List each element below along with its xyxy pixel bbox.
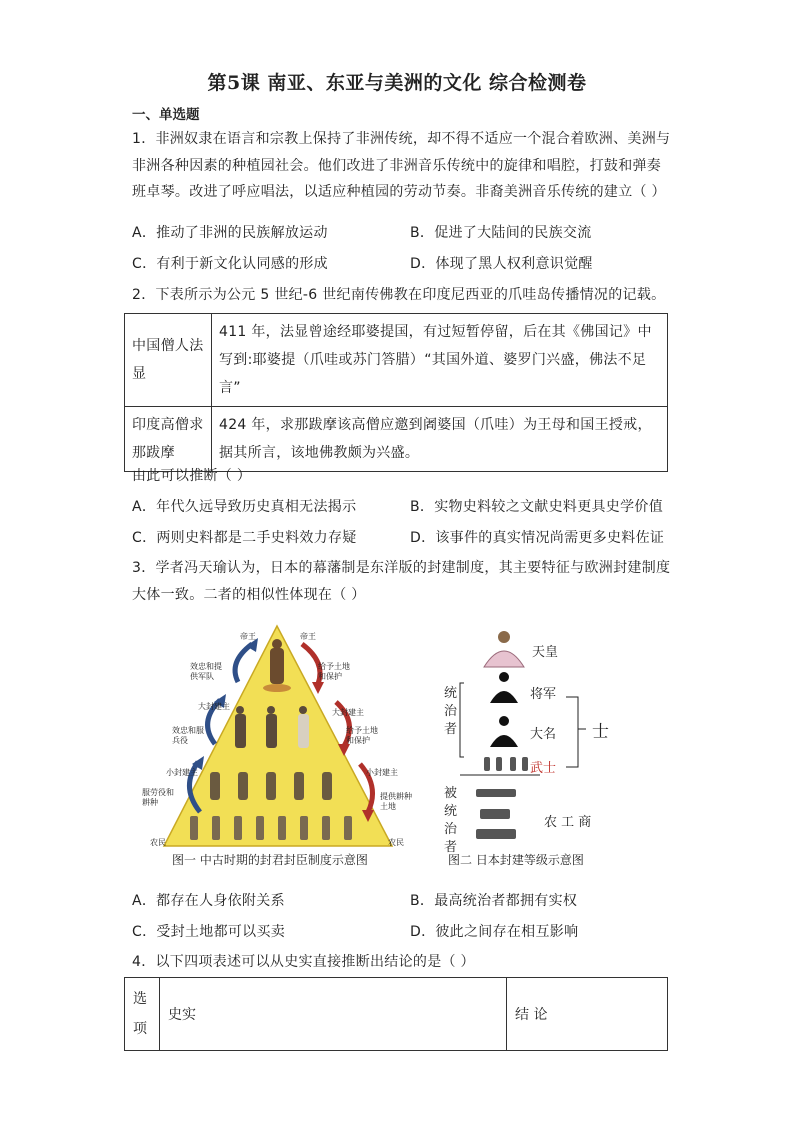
page-title: 第5课 南亚、东亚与美洲的文化 综合检测卷 [207, 72, 587, 94]
q2-after: 由此可以推断（ ） [132, 468, 252, 484]
shogun-figure [490, 672, 518, 703]
q4-table [124, 977, 668, 1051]
arrow-up-icon [235, 644, 252, 682]
rulers-label: 统治者 [444, 686, 458, 737]
q1-option-d[interactable]: D．体现了黑人权利意识觉醒 [410, 256, 593, 272]
q1-option-a[interactable]: A．推动了非洲的民族解放运动 [132, 225, 328, 241]
table-cell-head: 中国僧人法显 [125, 314, 212, 407]
daimyo-figure [490, 716, 518, 747]
emperor-figure [484, 631, 524, 667]
samurai-figures [484, 757, 528, 771]
q4-stem: 4．以下四项表述可以从史实直接推断出结论的是（ ） [132, 954, 475, 970]
table-header-row [125, 978, 668, 1051]
commoner-figures [476, 789, 516, 839]
q2-option-d[interactable]: D．该事件的真实情况尚需更多史料佐证 [410, 530, 665, 546]
q2-stem: 2．下表所示为公元 5 世纪-6 世纪南传佛教在印度尼西亚的爪哇岛传播情况的记载。 [132, 287, 666, 303]
rank-samurai: 武士 [530, 761, 557, 776]
pyramid-label: 大封建主 [332, 708, 364, 717]
pyramid-label: 给予土地和保护 [318, 662, 350, 681]
table-row [125, 407, 668, 472]
pyramid-label: 给予土地和保护 [346, 726, 378, 745]
table-row [125, 314, 668, 407]
table-header-option: 选项 [125, 978, 160, 1051]
table-cell-text: 411 年，法显曾途经耶婆提国，有过短暂停留，后在其《佛国记》中写到:耶婆提（爪哇或苏门答腊）“其国外道、婆罗门兴盛，佛法不足言” [212, 314, 668, 407]
figure2-caption: 图二 日本封建等级示意图 [448, 853, 584, 867]
rank-shogun: 将军 [530, 687, 557, 702]
pyramid-label: 帝王 [240, 632, 256, 641]
q1-option-b[interactable]: B．促进了大陆间的民族交流 [410, 225, 592, 241]
rulers-bracket [460, 683, 464, 757]
arrow-down-head [312, 682, 324, 694]
table-cell-text: 424 年，求那跋摩该高僧应邀到阇婆国（爪哇）为王母和国王授戒，据其所言，该地佛教颇为兴盛。 [212, 407, 668, 472]
section-heading: 一、单选题 [132, 107, 200, 123]
table-header-fact: 史实 [160, 978, 507, 1051]
q1-option-c[interactable]: C．有利于新文化认同感的形成 [132, 256, 328, 272]
pyramid-label: 帝王 [300, 632, 316, 641]
table-header-conclusion: 结 论 [507, 978, 668, 1051]
ruled-label: 被统治者 [444, 786, 458, 855]
pyramid-label: 农民 [150, 838, 166, 847]
pyramid-label: 小封建主 [366, 768, 398, 777]
rank-emperor: 天皇 [532, 645, 559, 660]
pyramid-label: 提供耕种土地 [380, 792, 412, 811]
feudal-pyramid-figure [140, 622, 420, 872]
pyramid-label: 效忠和提供军队 [190, 662, 222, 681]
table-cell-head: 印度高僧求那跋摩 [125, 407, 212, 472]
pyramid-label: 大封建主 [198, 702, 230, 711]
shi-label: 士 [592, 722, 609, 742]
q2-option-c[interactable]: C．两则史料都是二手史料效力存疑 [132, 530, 357, 546]
q3-stem: 3．学者冯天瑜认为，日本的幕藩制是东洋版的封建制度，其主要特征与欧洲封建制度大体一致。二者的相似性体现在（ ） [132, 560, 671, 603]
shi-bracket [566, 697, 578, 767]
commoners-label: 农 工 商 [544, 815, 592, 830]
q2-option-b[interactable]: B．实物史料较之文献史料更具史学价值 [410, 499, 664, 515]
q2-source-table [124, 313, 668, 472]
rank-daimyo: 大名 [530, 727, 557, 742]
q3-option-c[interactable]: C．受封土地都可以买卖 [132, 924, 286, 940]
pyramid-label: 农民 [388, 838, 404, 847]
pyramid-label: 小封建主 [166, 768, 198, 777]
q3-option-d[interactable]: D．彼此之间存在相互影响 [410, 924, 579, 940]
q1-stem: 1．非洲奴隶在语言和宗教上保持了非洲传统，却不得不适应一个混合着欧洲、美洲与非洲各种因素的种植园社会。他们改进了非洲音乐传统中的旋律和唱腔，打鼓和弹奏班卓琴。改进了呼应唱法，以适应种植园的劳动节奏。非裔美洲音乐传统的建立（ ） [132, 131, 671, 200]
q3-option-b[interactable]: B．最高统治者都拥有实权 [410, 893, 578, 909]
pyramid-label: 效忠和服兵役 [172, 726, 204, 745]
q2-option-a[interactable]: A．年代久远导致历史真相无法揭示 [132, 499, 357, 515]
figure1-caption: 图一 中古时期的封君封臣制度示意图 [172, 853, 368, 867]
japan-hierarchy-figure [440, 625, 620, 855]
pyramid-label: 服劳役和耕种 [142, 788, 174, 807]
q3-option-a[interactable]: A．都存在人身依附关系 [132, 893, 285, 909]
